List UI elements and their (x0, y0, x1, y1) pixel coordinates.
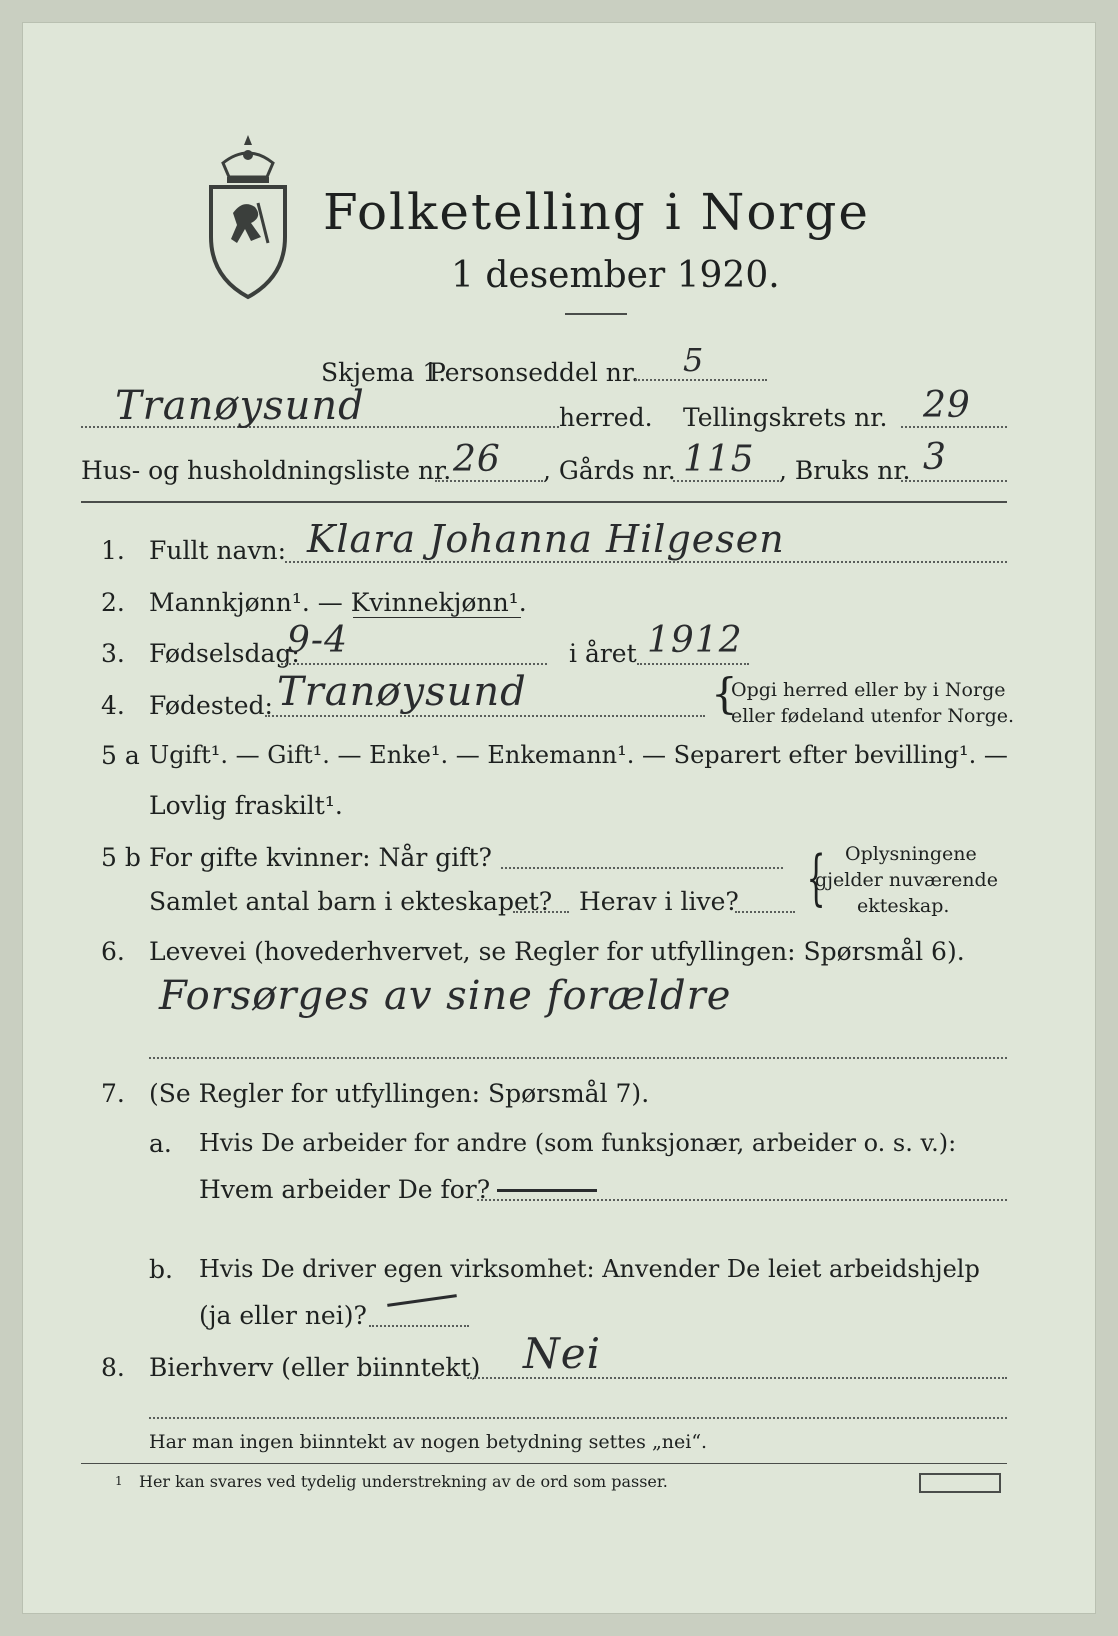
header-divider (81, 501, 1007, 503)
bruks-label: , Bruks nr. (779, 456, 911, 485)
q7b-line (369, 1325, 469, 1327)
q7b-line-2: (ja eller nei)? (199, 1301, 367, 1330)
q8-secondary-income-value: Nei (523, 1329, 602, 1378)
gards-label: , Gårds nr. (543, 456, 676, 485)
footer-note: Har man ingen biinntekt av nogen betydning settes „nei“. (149, 1431, 708, 1453)
footnote-mark: 1 (115, 1474, 123, 1488)
q6-number: 6. (101, 937, 125, 966)
q3-number: 3. (101, 639, 125, 668)
form-title: Folketelling i Norge (323, 183, 870, 241)
q4-label: Fødested: (149, 691, 273, 720)
herred-label: herred. (559, 403, 653, 432)
q5b-alive-line (735, 911, 795, 913)
q3-year-value: 1912 (647, 620, 743, 661)
q5b-number: 5 b (101, 843, 141, 872)
q2-label: Mannkjønn¹. — Kvinnekjønn¹. (149, 588, 527, 617)
q6-livelihood-value: Forsørges av sine forældre (159, 973, 732, 1019)
q5b-brace: { (806, 843, 826, 913)
q5b-note-1: Oplysningene (845, 843, 977, 865)
bruks-value: 3 (923, 437, 947, 478)
q5a-line-2: Lovlig fraskilt¹. (149, 791, 343, 820)
q4-note-2: eller fødeland utenfor Norge. (731, 705, 1015, 727)
tellingskrets-line (901, 426, 1007, 428)
personseddel-line (635, 379, 767, 381)
q8-number: 8. (101, 1353, 125, 1382)
q7a-line-1: Hvis De arbeider for andre (som funksjonær, arbeider o. s. v.): (199, 1129, 957, 1157)
personseddel-value: 5 (683, 341, 705, 379)
q5b-married-line (501, 867, 783, 869)
personseddel-label: Personseddel nr. (429, 358, 640, 387)
q3-label: Fødselsdag: (149, 639, 300, 668)
q3-line (281, 663, 547, 665)
tellingskrets-value: 29 (923, 385, 971, 426)
q7a-letter: a. (149, 1129, 172, 1158)
q5b-children-label: Samlet antal barn i ekteskapet? (149, 887, 553, 916)
census-date: 1 desember 1920. (451, 255, 780, 296)
q8-label: Bierhverv (eller biinntekt) (149, 1353, 481, 1382)
q4-birthplace-value: Tranøysund (277, 669, 527, 715)
q8-extra-line (149, 1417, 1007, 1419)
q3-year-label: i året (569, 639, 637, 668)
q7b-line-1: Hvis De driver egen virksomhet: Anvender De leiet arbeidshjelp (199, 1255, 980, 1283)
q7-label: (Se Regler for utfyllingen: Spørsmål 7). (149, 1079, 650, 1108)
q2-underline (353, 617, 521, 618)
q5a-line-1: Ugift¹. — Gift¹. — Enke¹. — Enkemann¹. — Separert efter bevilling¹. — (149, 741, 1008, 769)
q5b-note-3: ekteskap. (857, 895, 950, 917)
coat-of-arms-icon (203, 133, 293, 303)
q7a-line (477, 1199, 1007, 1201)
hus-label: Hus- og husholdningsliste nr. (81, 456, 452, 485)
q5b-note-2: gjelder nuværende (815, 869, 998, 891)
herred-value: Tranøysund (115, 383, 365, 429)
skjema-label: Skjema 1. (321, 358, 447, 387)
gards-value: 115 (683, 439, 755, 480)
footer-divider (81, 1463, 1007, 1464)
q7b-letter: b. (149, 1255, 173, 1284)
q1-name-value: Klara Johanna Hilgesen (307, 517, 785, 561)
q5b-children-line (513, 911, 569, 913)
q4-note-1: Opgi herred eller by i Norge (731, 679, 1006, 701)
footnote-text: Her kan svares ved tydelig understrekning av de ord som passer. (139, 1472, 668, 1491)
q1-number: 1. (101, 536, 125, 565)
bruks-line (901, 480, 1007, 482)
hus-line (435, 480, 543, 482)
q2-number: 2. (101, 588, 125, 617)
gards-line (673, 480, 779, 482)
q1-label: Fullt navn: (149, 536, 287, 565)
q6-label: Levevei (hovederhvervet, se Regler for utfyllingen: Spørsmål 6). (149, 937, 965, 966)
q7a-line-2: Hvem arbeider De for? (199, 1175, 491, 1204)
printer-stamp (919, 1473, 1001, 1493)
q3-year-line (637, 663, 749, 665)
q5b-line-1: For gifte kvinner: Når gift? (149, 843, 492, 872)
q7a-dash-value (497, 1189, 597, 1192)
q1-line (285, 561, 1007, 563)
q5b-alive-label: Herav i live? (579, 887, 739, 916)
tellingskrets-label: Tellingskrets nr. (683, 403, 888, 432)
q7-number: 7. (101, 1079, 125, 1108)
q6-line (149, 1057, 1007, 1059)
q4-number: 4. (101, 691, 125, 720)
hus-value: 26 (453, 439, 501, 480)
title-divider (565, 313, 627, 315)
q4-brace: { (711, 669, 738, 718)
q3-birthday-value: 9-4 (287, 620, 348, 661)
q7b-dash-value (387, 1294, 457, 1307)
census-form (22, 22, 1096, 1614)
q5a-number: 5 a (101, 741, 140, 770)
q4-line (265, 715, 705, 717)
